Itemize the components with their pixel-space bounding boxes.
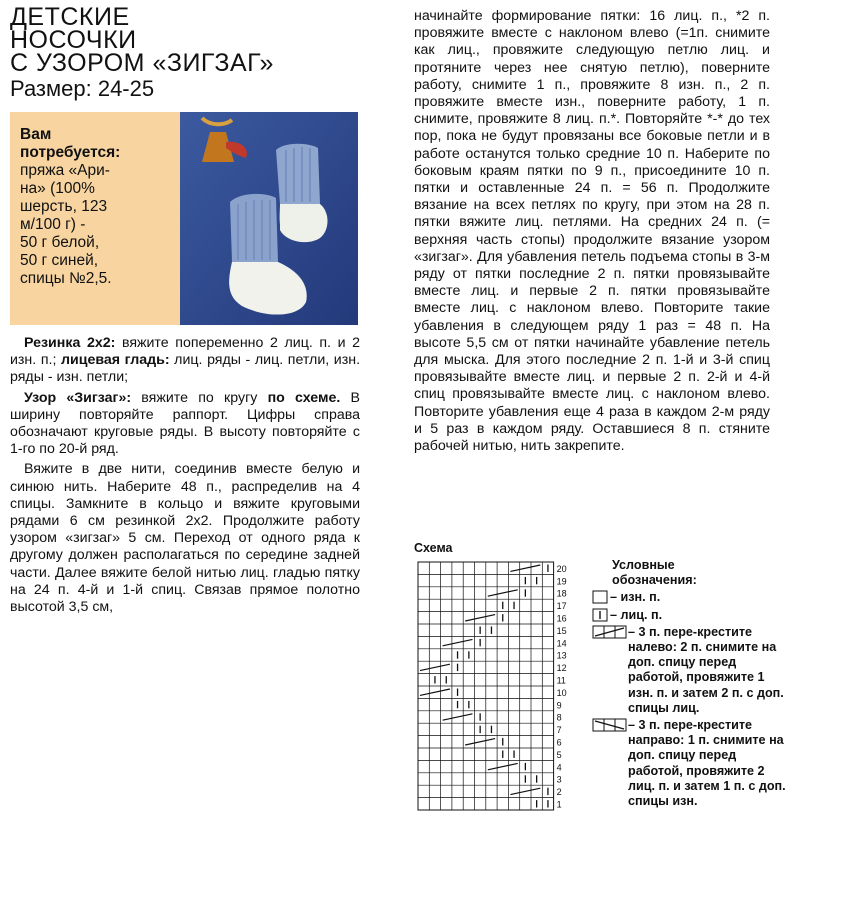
materials-heading-2: потребуется:: [20, 144, 121, 161]
row-number: 7: [556, 725, 562, 736]
row-number: 13: [556, 650, 567, 661]
knit-symbol-icon: [592, 608, 610, 622]
legend: [592, 558, 792, 809]
heel-instructions-paragraph: начинайте формирование пятки: 16 лиц. п., *2 п. провяжите вместе с наклоном влево (=1п. снимите как лиц., провяжите следующую петлю лиц. и протяните через нее снятую петлю), поверните работу, снимите 1 п., провяжите 8 изн. п., 2 п. провяжите вместе изн., поверните работу, 1 п. снимите, провяжите 8 лиц. п.*. Повторяйте *-* до тех пор, пока не будут провязаны все боковые петли и в работе останутся только средние 10 п. Наберите по боковым краям пятки по 9 п., присоедините 10 п. пятки и оставленные 24 п. = 56 п. Продолжите вязание на всех петлях по кругу, при этом на 28 п. пятки вяжите лиц. петлями. На средних 24 п. (= верхняя часть стопы) продолжите вязание узором «зигзаг». Для убавления петель подъема стопы в 3-м ряду от пятки последние 2 п. пятки провязывайте вместе лиц. и первые 2 п. пятки провязывайте вместе лиц. с наклоном влево. Повторите такие убавления в следующем ряду 1 раз = 48 п. На высоте 5,5 см от пятки начинайте убавление петель для мыска. Для этого последние 2 п. 1-й и 3-й спиц провязывайте вместе лиц. и первые 2 п. 2-й и 4-й спиц провязывайте вместе лиц. с наклоном влево. Повторите убавления еще 4 раза в каждом 2-м ряду и 5 раз в каждом ряду. Оставшиеся 8 п. стяните рабочей нитью, нить закрепите.: [414, 8, 770, 455]
legend-cross-right: [592, 718, 792, 809]
materials-text: [20, 126, 180, 288]
legend-cross-right-text: – 3 п. пере-крестите направо: 1 п. снимите на доп. спицу перед работой, провяжите 2 лиц. п. и затем 1 п. с доп. спицы изн.: [628, 718, 786, 809]
row-number: 10: [556, 687, 567, 698]
stockinette-label: лицевая гладь:: [61, 352, 170, 369]
legend-cross-left: [592, 625, 792, 716]
zigzag-label: Узор «Зигзаг»:: [24, 389, 132, 406]
socks-illustration: [180, 112, 358, 325]
row-number: 5: [556, 749, 562, 760]
zigzag-bold: по схеме.: [267, 389, 341, 406]
row-number: 14: [556, 638, 567, 649]
legend-cross-left-text: – 3 п. пере-крестите налево: 2 п. снимите на доп. спицу перед работой, провяжите 1 изн. п. и затем 2 п. с доп. спицы лиц.: [628, 624, 784, 715]
rib-text: вяжите попеременно 2 лиц. п. и 2 изн. п.;: [10, 335, 361, 369]
legend-purl-text: – изн. п.: [610, 590, 661, 605]
scheme-title: Схема: [414, 541, 453, 555]
materials-line: шерсть, 123: [20, 198, 108, 215]
title-line-3: С УЗОРОМ «ЗИГЗАГ»: [10, 49, 274, 77]
row-number: 17: [556, 601, 567, 612]
title-block: [10, 3, 360, 101]
right-text-column: [414, 8, 770, 455]
materials-line: м/100 г) -: [20, 216, 86, 233]
legend-knit: [592, 608, 792, 623]
left-text-column: [10, 335, 360, 616]
socks-photo: [180, 112, 358, 325]
title-line-1: ДЕТСКИЕ: [10, 3, 130, 31]
size-line: Размер: 24-25: [10, 76, 155, 101]
legend-heading-2: обозначения:: [612, 573, 697, 588]
row-number: 20: [556, 563, 567, 574]
materials-line: на» (100%: [20, 180, 95, 197]
knitting-chart-grid: [416, 560, 588, 818]
rib-label: Резинка 2х2:: [24, 335, 116, 351]
row-number: 4: [556, 762, 562, 773]
row-number: 15: [556, 625, 567, 636]
row-number: 9: [556, 700, 562, 711]
row-number: 8: [556, 712, 562, 723]
zigzag-text-1: вяжите по кругу: [131, 389, 268, 406]
row-number: 2: [556, 787, 562, 798]
zigzag-paragraph: [10, 390, 360, 459]
materials-heading-1: Вам: [20, 126, 52, 143]
row-number: 16: [556, 613, 567, 624]
row-number: 12: [556, 663, 567, 674]
materials-line: спицы №2,5.: [20, 270, 112, 287]
knitting-chart: [416, 560, 588, 823]
materials-line: 50 г синей,: [20, 252, 99, 269]
cross-left-symbol-icon: [592, 625, 628, 639]
title-line-2: НОСОЧКИ: [10, 26, 137, 54]
row-number: 3: [556, 774, 562, 785]
row-number: 1: [556, 799, 562, 810]
materials-line: 50 г белой,: [20, 234, 100, 251]
row-number: 6: [556, 737, 562, 748]
rib-paragraph: [10, 335, 360, 387]
materials-box: [10, 112, 180, 325]
legend-purl: [592, 590, 792, 605]
zigzag-text-2: В ширину повторяйте раппорт. Цифры справа обозначают круговые ряды. В высоту повторяйте с 1-го по 20-й ряд.: [10, 389, 361, 458]
materials-line: пряжа «Ари-: [20, 162, 110, 179]
purl-symbol-icon: [592, 590, 610, 604]
main-instructions-paragraph: Вяжите в две нити, соединив вместе белую и синюю нить. Наберите 48 п., распределив на 4 спицы. Замкните в кольцо и вяжите круговыми рядами 6 см резинкой 2х2. Продолжите работу узором «зигзаг» 5 см. Переход от одного ряда к другому должен располагаться по середине задней части. Далее вяжите белой нитью лиц. гладью пятку на 24 п. 4-й и 1-й спиц. Связав прямое полотно высотой 3,5 см,: [10, 461, 360, 616]
row-number: 18: [556, 588, 567, 599]
legend-heading-1: Условные: [612, 558, 675, 572]
cross-right-symbol-icon: [592, 718, 628, 732]
legend-knit-text: – лиц. п.: [610, 607, 663, 622]
row-number: 19: [556, 576, 567, 587]
row-number: 11: [556, 675, 566, 686]
stockinette-text: лиц. ряды - лиц. петли, изн. ряды - изн. петли;: [10, 352, 361, 386]
